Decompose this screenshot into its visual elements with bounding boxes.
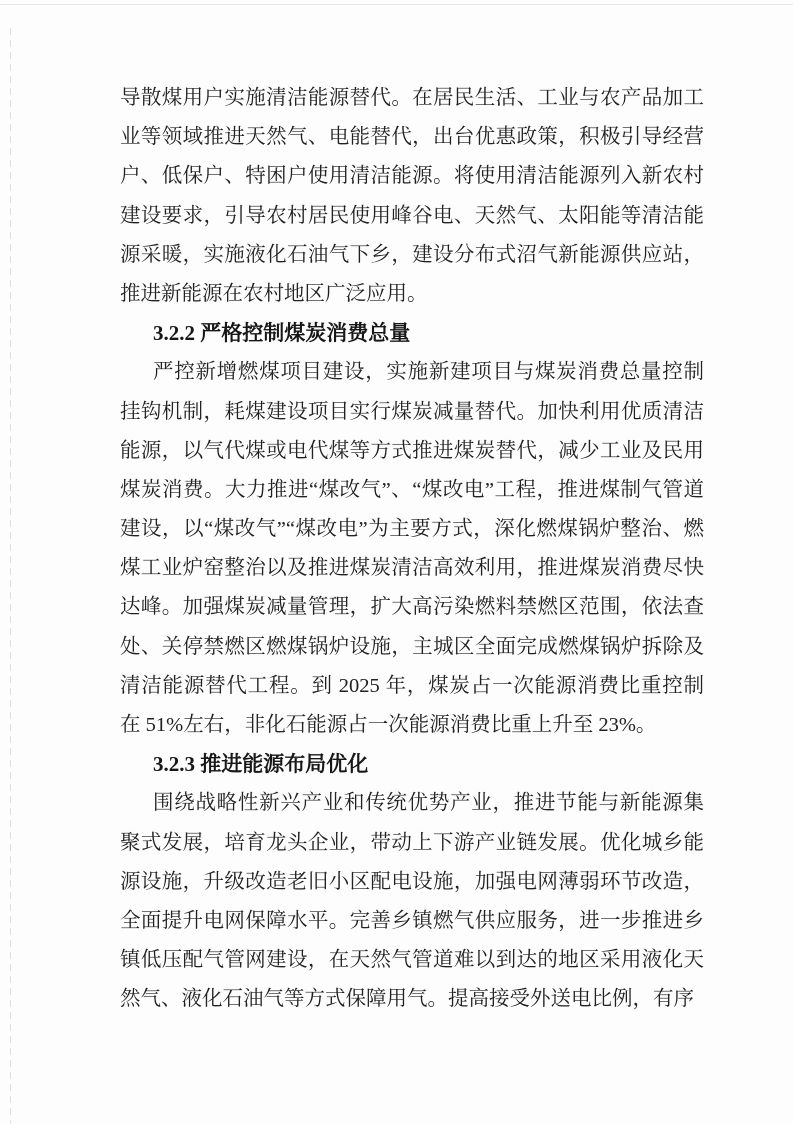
paragraph-line: 业等领域推进天然气、电能替代，出台优惠政策，积极引导经营: [120, 126, 704, 149]
paragraph-line: 镇低压配气管网建设，在天然气管道难以到达的地区采用液化天: [120, 949, 704, 972]
paragraph-line: 导散煤用户实施清洁能源替代。在居民生活、工业与农产品加工: [120, 87, 704, 109]
paragraph-line: 处、关停禁燃区燃煤锅炉设施，主城区全面完成燃煤锅炉拆除及: [120, 635, 704, 658]
paragraph-line: 围绕战略性新兴产业和传统优势产业，推进节能与新能源集: [153, 792, 704, 815]
paragraph-energy-layout: [120, 784, 704, 1019]
paragraph-line: 推进新能源在农村地区广泛应用。: [120, 282, 428, 305]
paragraph-line: 达峰。加强煤炭减量管理，扩大高污染燃料禁燃区范围，依法查: [120, 596, 704, 619]
paragraph-line: 源采暖，实施液化石油气下乡，建设分布式沼气新能源供应站，: [120, 243, 704, 266]
scan-edge-top-line: [0, 4, 793, 5]
paragraph-line: 然气、液化石油气等方式保障用气。提高接受外送电比例，有序: [120, 988, 694, 1011]
paragraph-line: 在 51%左右，非化石能源占一次能源消费比重上升至 23%。: [120, 714, 657, 736]
paragraph-line: 聚式发展，培育龙头企业，带动上下游产业链发展。优化城乡能: [120, 831, 704, 854]
paragraph-line: 严控新增燃煤项目建设，实施新建项目与煤炭消费总量控制: [153, 361, 704, 384]
paragraph-line: 清洁能源替代工程。到 2025 年，煤炭占一次能源消费比重控制: [120, 674, 704, 697]
paragraph-line: 煤炭消费。大力推进“煤改气”、“煤改电”工程，推进煤制气管道: [120, 478, 704, 501]
section-heading-3-2-2: 3.2.2 严格控制煤炭消费总量: [153, 321, 411, 346]
section-heading-3-2-3: 3.2.3 推进能源布局优化: [153, 752, 369, 777]
paragraph-line: 建设，以“煤改气”“煤改电”为主要方式，深化燃煤锅炉整治、燃: [120, 518, 704, 541]
paragraph-line: 建设要求，引导农村居民使用峰谷电、天然气、太阳能等清洁能: [120, 204, 704, 227]
document-text-block: [120, 79, 704, 1020]
paragraph-line: 能源，以气代煤或电代煤等方式推进煤炭替代，减少工业及民用: [120, 439, 704, 462]
paragraph-line: 挂钩机制，耗煤建设项目实行煤炭减量替代。加快利用优质清洁: [120, 400, 704, 423]
paragraph-line: 煤工业炉窑整治以及推进煤炭清洁高效利用，推进煤炭消费尽快: [120, 557, 704, 580]
scan-edge-left-line: [10, 28, 11, 1124]
paragraph-continued: [120, 79, 704, 314]
paragraph-line: 全面提升电网保障水平。完善乡镇燃气供应服务，进一步推进乡: [120, 909, 704, 932]
paragraph-coal-control: [120, 353, 704, 745]
paragraph-line: 户、低保户、特困户使用清洁能源。将使用清洁能源列入新农村: [120, 165, 704, 188]
paragraph-line: 源设施，升级改造老旧小区配电设施，加强电网薄弱环节改造，: [120, 870, 704, 893]
